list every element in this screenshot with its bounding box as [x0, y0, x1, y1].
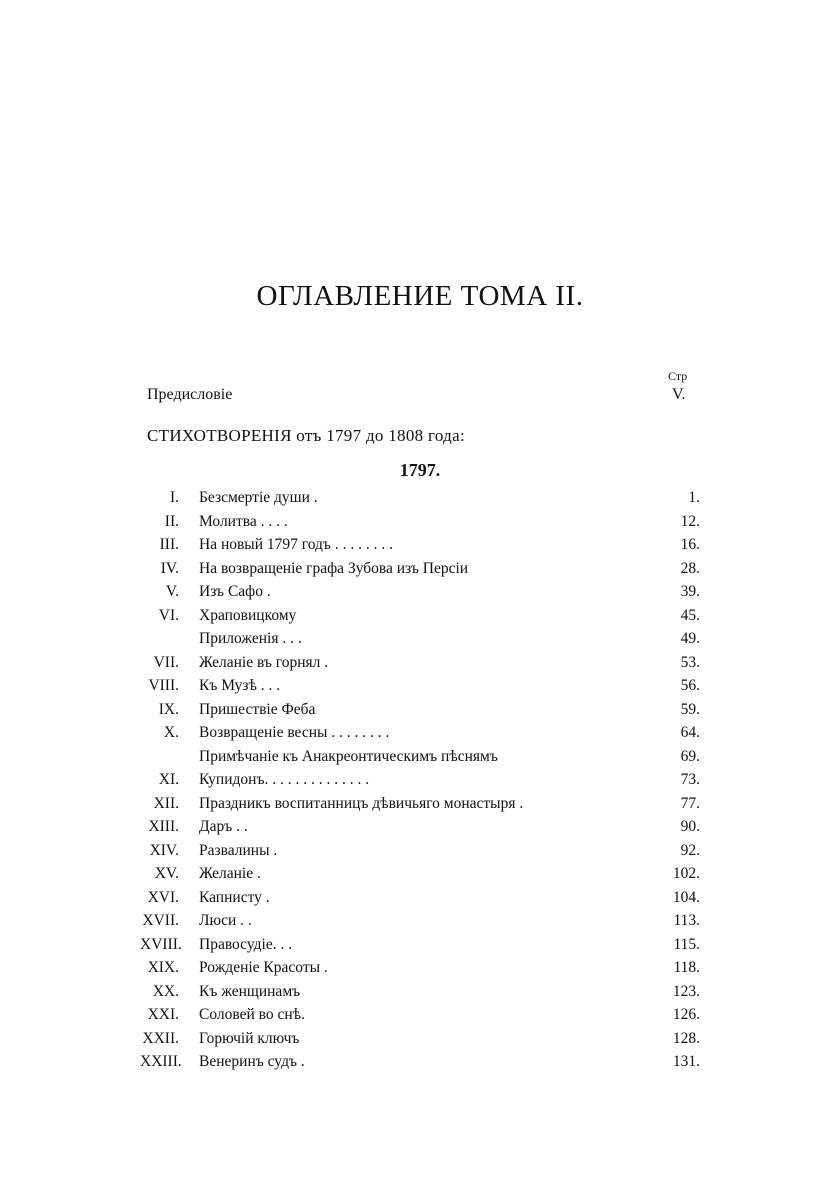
entry-number: XVIII.: [140, 935, 182, 953]
entry-page: 56.: [680, 677, 700, 694]
entry-number: XIX.: [147, 959, 179, 976]
entry-page: 53.: [680, 653, 700, 671]
entry-title: Купидонъ. . . . . . . . . . . . . .: [199, 771, 370, 788]
entry-title: Храповицкому: [199, 606, 297, 624]
toc-entry: [140, 533, 700, 557]
entry-title: Развалины .: [199, 841, 278, 859]
entry-title: Желаніе въ горнял .: [199, 653, 329, 671]
toc-entry: [140, 956, 700, 980]
entry-title: Къ женщинамъ: [199, 982, 301, 1000]
toc-entry: [140, 1003, 700, 1027]
toc-entry: [140, 1050, 700, 1074]
toc-list: [140, 486, 700, 1074]
entry-number: XXI.: [147, 1006, 179, 1023]
entry-title: Желаніе .: [199, 865, 261, 882]
toc-entry: [140, 627, 700, 651]
entry-number: IV.: [160, 559, 179, 577]
toc-entry: [140, 486, 700, 510]
entry-page: 49.: [680, 630, 700, 647]
preface-entry: [147, 386, 697, 404]
entry-title: Праздникъ воспитанницъ дѣвичьяго монастыря .: [199, 794, 524, 812]
toc-entry: [140, 815, 700, 839]
entry-title: На новый 1797 годъ . . . . . . . .: [199, 536, 393, 553]
entry-number: XI.: [158, 771, 179, 788]
entry-number: VII.: [153, 653, 179, 671]
entry-page: 39.: [680, 583, 700, 600]
entry-page: 128.: [672, 1029, 700, 1047]
toc-entry: [140, 557, 700, 581]
toc-entry: [140, 674, 700, 698]
entry-number: VIII.: [148, 677, 179, 694]
entry-title: Даръ . .: [199, 818, 248, 835]
entry-page: 102.: [672, 865, 700, 882]
entry-title: На возвращеніе графа Зубова изъ Персіи: [199, 559, 469, 577]
entry-number: III.: [159, 536, 179, 553]
toc-entry: [140, 839, 700, 863]
toc-entry: [140, 886, 700, 910]
entry-page: 1.: [688, 489, 700, 506]
entry-page: 16.: [680, 536, 700, 553]
entry-page: 45.: [680, 606, 700, 624]
entry-number: XIII.: [148, 818, 179, 835]
entry-number: II.: [164, 512, 179, 530]
entry-page: 59.: [680, 700, 700, 718]
entry-number: XX.: [152, 982, 179, 1000]
toc-entry: [140, 1027, 700, 1051]
entry-page: 115.: [673, 935, 700, 953]
entry-page: 92.: [680, 841, 700, 859]
entry-page: 118.: [673, 959, 700, 976]
entry-title: Пришествіе Феба: [199, 700, 316, 718]
preface-label: Предисловіе: [147, 386, 233, 403]
toc-entry: [140, 933, 700, 957]
page-title: ОГЛАВЛЕНИЕ ТОМА II.: [256, 280, 584, 312]
entry-page: 64.: [680, 724, 700, 741]
entry-title: Правосудіе. . .: [199, 935, 293, 953]
entry-title: Молитва . . . .: [199, 512, 288, 530]
entry-page: 28.: [680, 559, 700, 577]
toc-entry: [140, 698, 700, 722]
entry-page: 131.: [672, 1053, 700, 1070]
entry-number: XIV.: [149, 841, 179, 859]
toc-entry: [140, 768, 700, 792]
entry-number: V.: [165, 583, 179, 600]
entry-number: XVII.: [142, 912, 179, 929]
entry-title: Рожденіе Красоты .: [199, 959, 328, 976]
entry-title: Соловей во снѣ.: [199, 1006, 305, 1023]
entry-title: Капнисту .: [199, 888, 270, 906]
entry-number: XII.: [153, 794, 179, 812]
entry-title: Безсмертіе души .: [199, 489, 318, 506]
entry-page: 104.: [672, 888, 700, 906]
entry-title: Горючій ключъ: [199, 1029, 300, 1047]
entry-number: XV.: [154, 865, 179, 882]
entry-page: 77.: [680, 794, 700, 812]
toc-entry: [140, 604, 700, 628]
entry-page: 123.: [672, 982, 700, 1000]
entry-page: 113.: [673, 912, 700, 929]
entry-number: X.: [163, 724, 179, 741]
entry-page: 12.: [680, 512, 700, 530]
entry-page: 73.: [680, 771, 700, 788]
toc-entry: [140, 980, 700, 1004]
entry-page: 69.: [680, 747, 700, 765]
entry-number: XXII.: [142, 1029, 179, 1047]
entry-page: 126.: [672, 1006, 700, 1023]
entry-title: Къ Музѣ . . .: [199, 677, 281, 694]
entry-number: IX.: [158, 700, 179, 718]
toc-entry: [140, 510, 700, 534]
toc-entry: [140, 862, 700, 886]
entry-title: Венеринъ судъ .: [199, 1053, 305, 1070]
toc-entry: [140, 721, 700, 745]
year-heading: 1797.: [399, 460, 441, 480]
entry-title: Примѣчаніе къ Анакреонтическимъ пѣснямъ: [199, 747, 498, 765]
entry-number: XXIII.: [140, 1053, 182, 1070]
page-column-header: Стр: [668, 369, 688, 383]
toc-entry: [140, 745, 700, 769]
entry-title: Изъ Сафо .: [199, 583, 271, 600]
toc-entry: [140, 792, 700, 816]
toc-entry: [140, 909, 700, 933]
toc-entry: [140, 580, 700, 604]
entry-page: 90.: [680, 818, 700, 835]
entry-number: VI.: [158, 606, 179, 624]
preface-page: V.: [672, 386, 686, 403]
entry-title: Возвращеніе весны . . . . . . . .: [199, 724, 390, 741]
toc-entry: [140, 651, 700, 675]
section-heading: СТИХОТВОРЕНІЯ отъ 1797 до 1808 года:: [147, 426, 465, 445]
entry-title: Люси . .: [199, 912, 252, 929]
entry-number: I.: [169, 489, 179, 506]
entry-number: XVI.: [147, 888, 179, 906]
entry-title: Приложенія . . .: [199, 630, 302, 647]
